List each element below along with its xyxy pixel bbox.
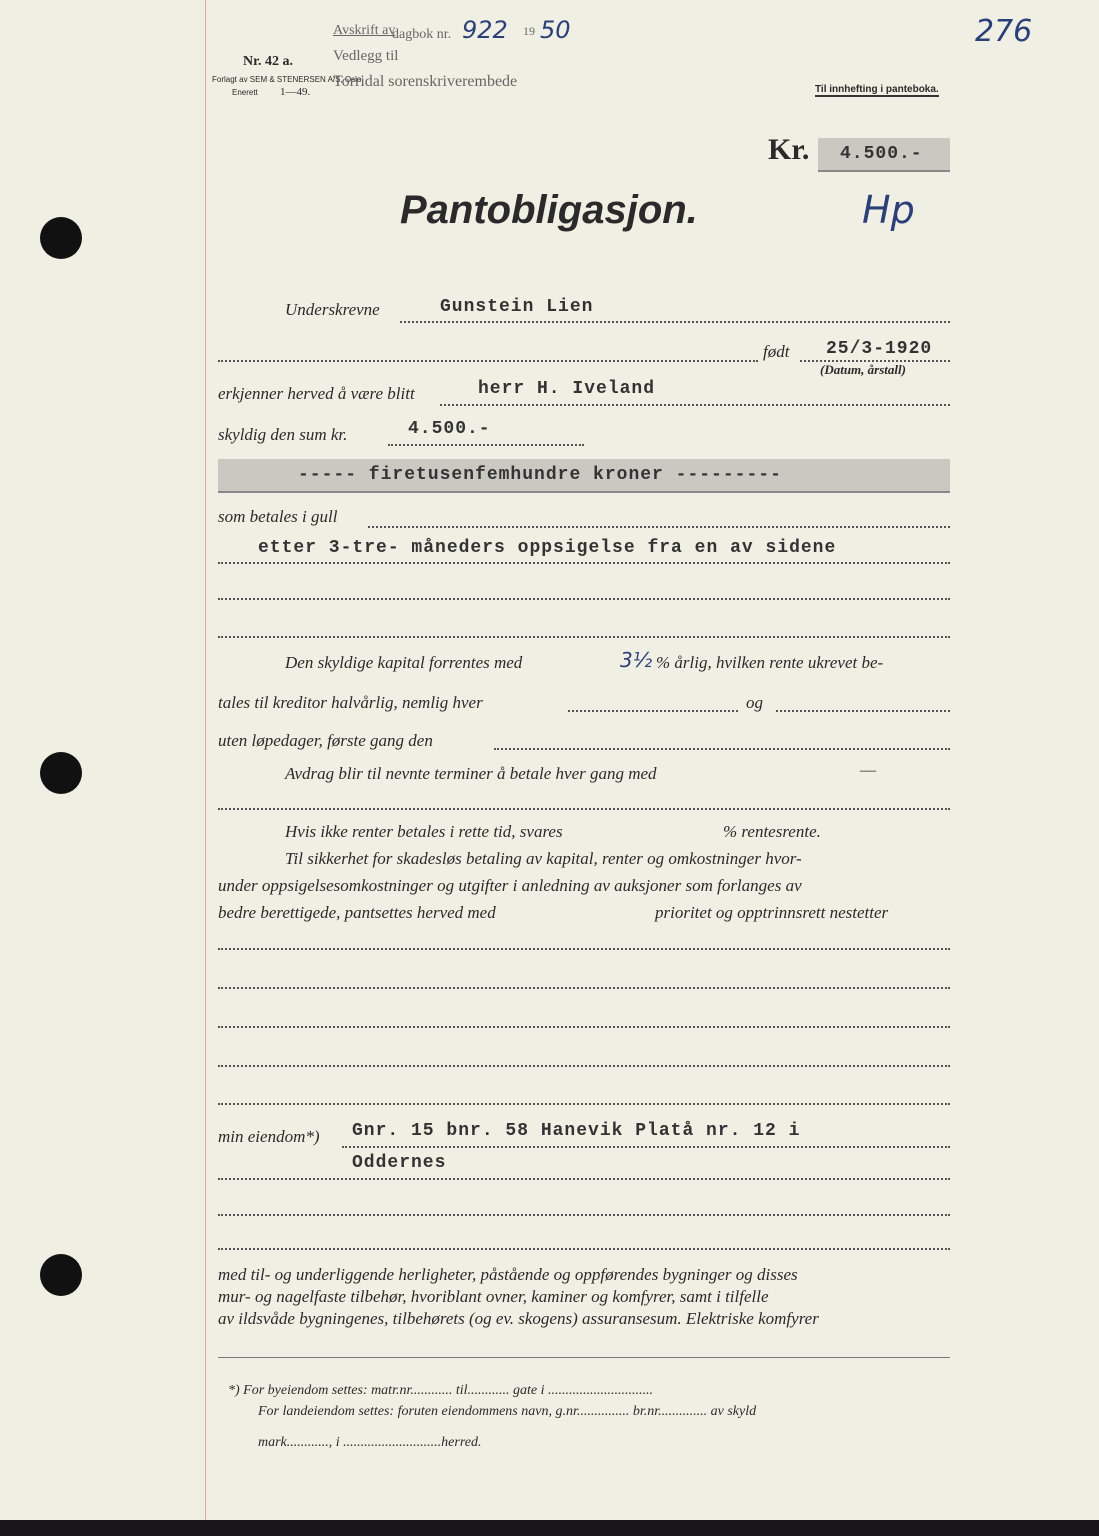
eiendom-value: Gnr. 15 bnr. 58 Hanevik Platå nr. 12 i	[352, 1121, 801, 1141]
fodt-label: født	[763, 342, 790, 361]
year-prefix: 19	[523, 24, 535, 38]
med-line: med til- og underliggende herligheter, påstående og oppførendes bygninger og disses	[218, 1265, 798, 1284]
med-line: mur- og nagelfaste tilbehør, hvoriblant ovner, kaminer og komfyrer, samt i tilfelle	[218, 1287, 769, 1306]
sum-words-box	[218, 459, 950, 493]
underskrevne-label: Underskrevne	[285, 300, 380, 319]
avdrag-label: Avdrag blir til nevnte terminer å betale hver gang med	[285, 764, 657, 783]
dagbok-label: dagbok nr.	[392, 27, 452, 42]
divider	[218, 1357, 950, 1358]
rente-text: % årlig, hvilken rente ukrevet be-	[656, 653, 884, 672]
scan-edge	[0, 1520, 1099, 1536]
forste-gang-label: uten løpedager, første gang den	[218, 731, 433, 750]
document-title: Pantobligasjon.	[400, 188, 698, 232]
kr-amount: 4.500.-	[840, 144, 923, 164]
eiendom-value: Oddernes	[352, 1153, 447, 1173]
punch-hole	[40, 217, 82, 259]
creditor-value: herr H. Iveland	[478, 379, 656, 399]
year-suffix: 50	[540, 16, 571, 44]
sum-words: ----- firetusenfemhundre kroner ---------	[298, 465, 782, 485]
footnote-line: mark............, i ............................herred.	[258, 1435, 482, 1450]
kr-label: Kr.	[768, 133, 810, 166]
til-innhefting: Til innhefting i panteboka.	[815, 84, 939, 95]
punch-hole	[40, 752, 82, 794]
form-number: Nr. 42 a.	[243, 54, 294, 69]
rente-value: 3½	[620, 648, 653, 672]
avskrift-label: Avskrift av	[333, 23, 396, 38]
avdrag-value: —	[860, 762, 876, 779]
punch-hole	[40, 1254, 82, 1296]
footnote-line: *) For byeiendom settes: matr.nr............ til............ gate i ..............................	[228, 1383, 654, 1398]
prioritet-label: prioritet og opptrinnsrett nestetter	[655, 903, 889, 922]
publisher-rights: Enerett	[232, 88, 258, 97]
underskrevne-value: Gunstein Lien	[440, 297, 594, 317]
betales-label: som betales i gull	[218, 507, 338, 526]
rentesrente-label: % rentesrente.	[723, 822, 821, 841]
hvis-label: Hvis ikke renter betales i rette tid, svares	[285, 822, 563, 841]
publisher-date: 1—49.	[280, 86, 311, 98]
og-label: og	[746, 693, 763, 712]
vedlegg-label: Vedlegg til	[333, 48, 399, 64]
sikkerhet-line: bedre berettigede, pantsettes herved med	[218, 903, 496, 922]
publisher: Forlagt av SEM & STENERSEN A/S, Oslo	[212, 75, 362, 84]
sikkerhet-line: under oppsigelsesomkostninger og utgifter i anledning av auksjoner som forlanges av	[218, 876, 802, 895]
margin-line	[205, 0, 206, 1520]
kr-amount-box	[818, 138, 950, 172]
office-name: Torridal sorenskriverembede	[333, 73, 518, 90]
footnote-line: For landeiendom settes: foruten eiendommens navn, g.nr............... br.nr.............. av skyld	[258, 1404, 757, 1419]
eiendom-label: min eiendom*)	[218, 1127, 320, 1146]
page-number: 276	[975, 14, 1033, 49]
halvarlig-label: tales til kreditor halvårlig, nemlig hver	[218, 693, 483, 712]
payment-terms: etter 3-tre- måneders oppsigelse fra en av sidene	[258, 538, 837, 558]
rente-label: Den skyldige kapital forrentes med	[285, 653, 523, 672]
erkjenner-label: erkjenner herved å være blitt	[218, 384, 415, 403]
dagbok-number: 922	[462, 16, 508, 44]
skyldig-label: skyldig den sum kr.	[218, 425, 348, 444]
sikkerhet-line: Til sikkerhet for skadesløs betaling av kapital, renter og omkostninger hvor-	[285, 849, 802, 868]
fodt-value: 25/3-1920	[826, 339, 933, 359]
med-line: av ildsvåde bygningenes, tilbehørets (og ev. skogens) assuransesum. Elektriske komfyrer	[218, 1309, 819, 1328]
sum-value: 4.500.-	[408, 419, 491, 439]
initials-signature: Hp	[862, 188, 915, 232]
datum-hint: (Datum, årstall)	[820, 362, 906, 377]
